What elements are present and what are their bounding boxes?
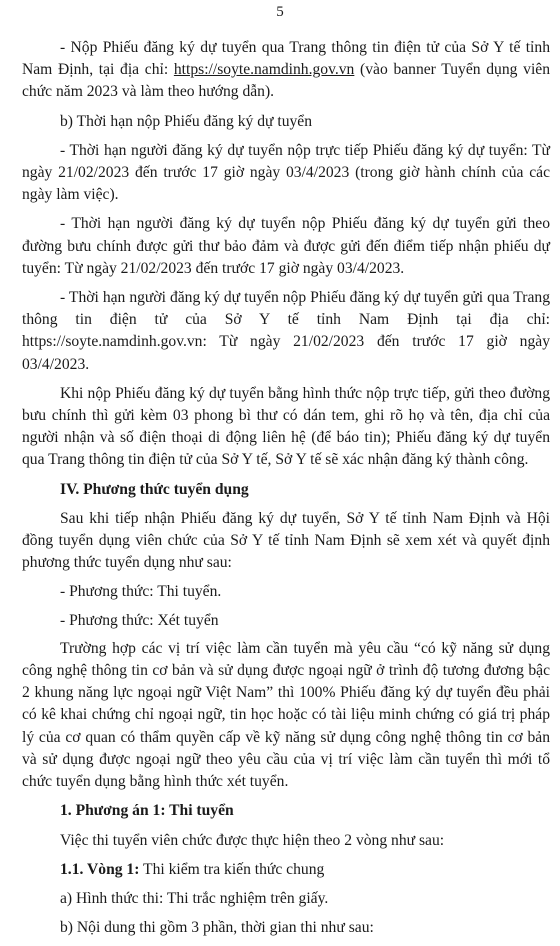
paragraph-text: - Nộp Phiếu đăng ký dự tuyển qua Trang thông tin điện tử của Sở Y tế tỉnh Nam Định, tại địa chỉ:: [22, 39, 550, 79]
page-number: 5: [276, 4, 284, 20]
paragraph-exam-format: a) Hình thức thi: Thi trắc nghiệm trên giấy.: [60, 889, 329, 907]
section-heading-plan-1: 1. Phương án 1: Thi tuyển: [60, 802, 234, 820]
paragraph-text: (vào banner Tuyển dụng viên chức năm 2023 và làm theo hướng dẫn).: [22, 61, 550, 101]
paragraph-requirements: Trường hợp các vị trí việc làm cần tuyển mà yêu cầu “có kỹ năng sử dụng công nghệ thông tin cơ bản và sử dụng được ngoại ngữ ở trình độ tương đương bậc 2 khung năng lực ngoại ngữ Việt Nam” thì 100% Phiếu đăng ký dự tuyển đều phải có kê khai chứng chỉ ngoại ngữ, tin học hoặc có tài liệu minh chứng có giá trị pháp lý của cơ quan có thẩm quyền cấp về kỹ năng sử dụng công nghệ thông tin cơ bản và sử dụng được ngoại ngữ theo yêu cầu của vị trí việc làm cần tuyển thì mới tổ chức tuyển dụng bằng hình thức xét tuyển.: [22, 639, 550, 791]
paragraph-deadline-direct: - Thời hạn người đăng ký dự tuyển nộp trực tiếp Phiếu đăng ký dự tuyển: Từ ngày 21/02/2023 đến trước 17 giờ ngày 03/4/2023 (trong giờ hành chính của các ngày làm việc).: [22, 141, 550, 204]
paragraph-exam-content: b) Nội dung thi gồm 3 phần, thời gian thi như sau:: [60, 919, 374, 937]
paragraph-deadline-online: - Thời hạn người đăng ký dự tuyển nộp Phiếu đăng ký dự tuyển gửi qua Trang thông tin điện tử của Sở Y tế tỉnh Nam Định tại địa chỉ: https://soyte.namdinh.gov.vn: Từ ngày 21/02/2023 đến trước 17 giờ ngày 03/4/2023.: [22, 289, 550, 373]
paragraph-deadline-heading: b) Thời hạn nộp Phiếu đăng ký dự tuyển: [60, 112, 313, 130]
paragraph-two-rounds: Việc thi tuyển viên chức được thực hiện theo 2 vòng như sau:: [60, 831, 445, 849]
paragraph-method-exam: - Phương thức: Thi tuyển.: [60, 583, 222, 601]
paragraph-review: Sau khi tiếp nhận Phiếu đăng ký dự tuyển, Sở Y tế tỉnh Nam Định và Hội đồng tuyển dụng viên chức của Sở Y tế tỉnh Nam Định sẽ xem xét và quyết định phương thức tuyển dụng như sau:: [22, 509, 550, 572]
website-link[interactable]: https://soyte.namdinh.gov.vn: [173, 61, 355, 79]
round-1-label: 1.1. Vòng 1:: [60, 860, 140, 878]
paragraph-online-submission: [22, 37, 550, 104]
paragraph-deadline-postal: - Thời hạn người đăng ký dự tuyển nộp Phiếu đăng ký dự tuyển gửi theo đường bưu chính được gửi thư bảo đảm và được gửi đến điểm tiếp nhận phiếu dự tuyển: Từ ngày 21/02/2023 đến trước 17 giờ ngày 03/4/2023.: [22, 215, 550, 277]
paragraph-round-1: [22, 859, 550, 881]
document-body: [22, 37, 550, 946]
paragraph-envelope-note: Khi nộp Phiếu đăng ký dự tuyển bằng hình thức nộp trực tiếp, gửi theo đường bưu chính thì gửi kèm 03 phong bì thư có dán tem, ghi rõ họ và tên, địa chỉ của người nhận và số điện thoại di động liên hệ (để báo tin); Phiếu đăng ký dự tuyển qua Trang thông tin điện tử của Sở Y tế, Sở Y tế sẽ xác nhận đăng ký thành công.: [22, 384, 550, 469]
paragraph-method-selection: - Phương thức: Xét tuyển: [60, 611, 219, 629]
section-heading-iv: IV. Phương thức tuyển dụng: [60, 480, 249, 498]
round-1-text: Thi kiểm tra kiến thức chung: [139, 860, 325, 878]
